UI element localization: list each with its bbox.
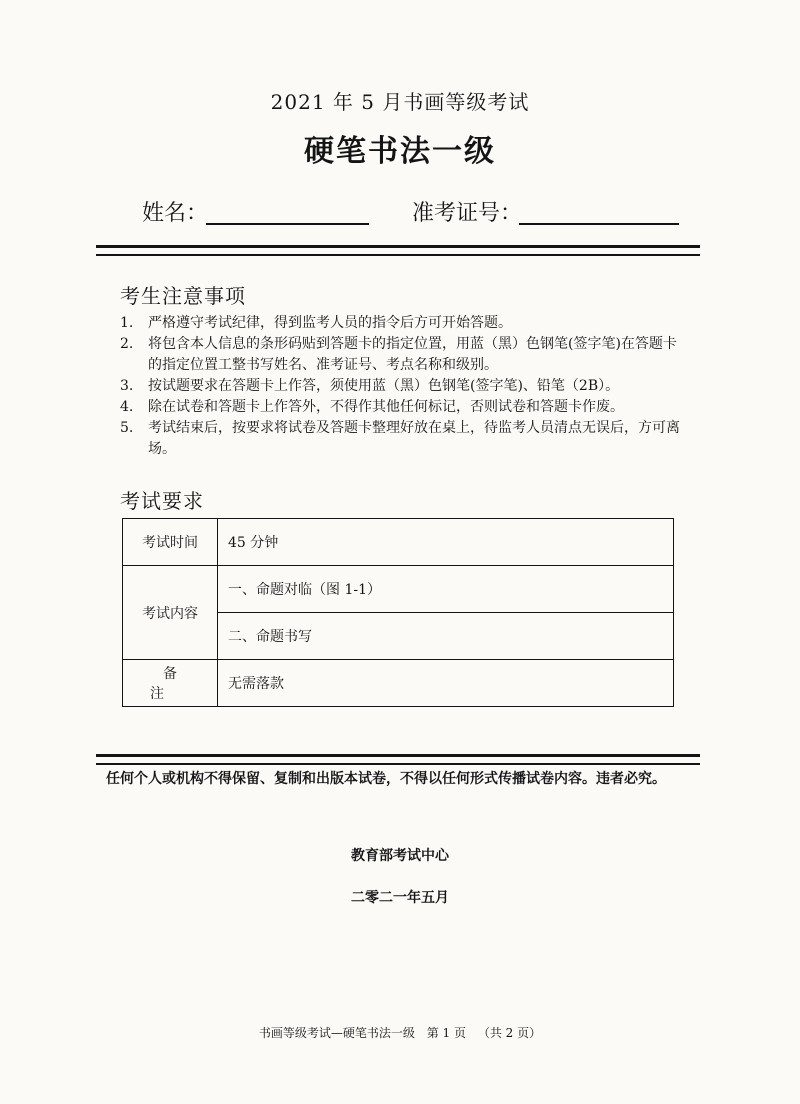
- list-item: [120, 397, 690, 418]
- exam-id-label: 准考证号：: [412, 201, 523, 226]
- exam-id-field: [412, 196, 522, 227]
- table-row: [123, 519, 674, 566]
- table-row: [123, 660, 674, 707]
- top-divider: [96, 245, 700, 256]
- footer-doc-title: 书画等级考试—硬笔书法一级: [258, 1026, 415, 1040]
- item-text: 按试题要求在答题卡上作答，须使用蓝（黑）色钢笔(签字笔)、铅笔（2B）。: [148, 378, 620, 394]
- item-number: 1.: [120, 315, 134, 331]
- time-value-cell: 45 分钟: [218, 519, 674, 566]
- notes-heading: 考生注意事项: [120, 284, 246, 308]
- time-label-cell: 考试时间: [123, 519, 218, 566]
- exam-subtitle: 2021 年 5 月书画等级考试: [270, 90, 530, 114]
- requirements-table: [122, 518, 674, 707]
- copyright-notice: 任何个人或机构不得保留、复制和出版本试卷，不得以任何形式传播试卷内容。违者必究。: [106, 771, 666, 787]
- content-label-cell: 考试内容: [123, 566, 218, 660]
- issuer: 教育部考试中心: [351, 848, 449, 864]
- requirements-heading: 考试要求: [120, 489, 204, 513]
- name-blank-line: [206, 223, 369, 225]
- name-field: [142, 196, 208, 227]
- item-text: 将包含本人信息的条形码贴到答题卡的指定位置，用蓝（黑）色钢笔(签字笔)在答题卡的指定位置工整书写姓名、准考证号、考点名称和级别。: [148, 336, 677, 373]
- item-text: 严格遵守考试纪律，得到监考人员的指令后方可开始答题。: [148, 315, 512, 331]
- item-number: 2.: [120, 336, 134, 352]
- remark-label-cell: [123, 660, 218, 707]
- notes-list: [120, 313, 690, 460]
- item-text: 除在试卷和答题卡上作答外，不得作其他任何标记，否则试卷和答题卡作废。: [148, 399, 624, 415]
- content-item-cell: 一、命题对临（图 1-1）: [218, 566, 674, 613]
- footer-page-total: （共 2 页）: [477, 1026, 542, 1040]
- list-item: [120, 376, 690, 397]
- remark-value-cell: 无需落款: [218, 660, 674, 707]
- exam-id-blank-line: [519, 223, 679, 225]
- table-row: [123, 566, 674, 613]
- page-footer: [0, 1024, 800, 1041]
- item-number: 5.: [120, 420, 134, 436]
- remark-label: 备注: [150, 666, 203, 702]
- issue-date: 二零二一年五月: [351, 890, 449, 906]
- item-text: 考试结束后，按要求将试卷及答题卡整理好放在桌上，待监考人员清点无误后，方可离场。: [148, 420, 680, 457]
- list-item: [120, 334, 690, 376]
- content-item-cell: 二、命题书写: [218, 613, 674, 660]
- footer-page-number: 第 1 页: [426, 1026, 466, 1040]
- name-label: 姓名：: [142, 201, 209, 226]
- list-item: [120, 418, 690, 460]
- bottom-divider: [96, 754, 700, 765]
- exam-title: 硬笔书法一级: [304, 134, 496, 169]
- item-number: 4.: [120, 399, 134, 415]
- list-item: [120, 313, 690, 334]
- item-number: 3.: [120, 378, 134, 394]
